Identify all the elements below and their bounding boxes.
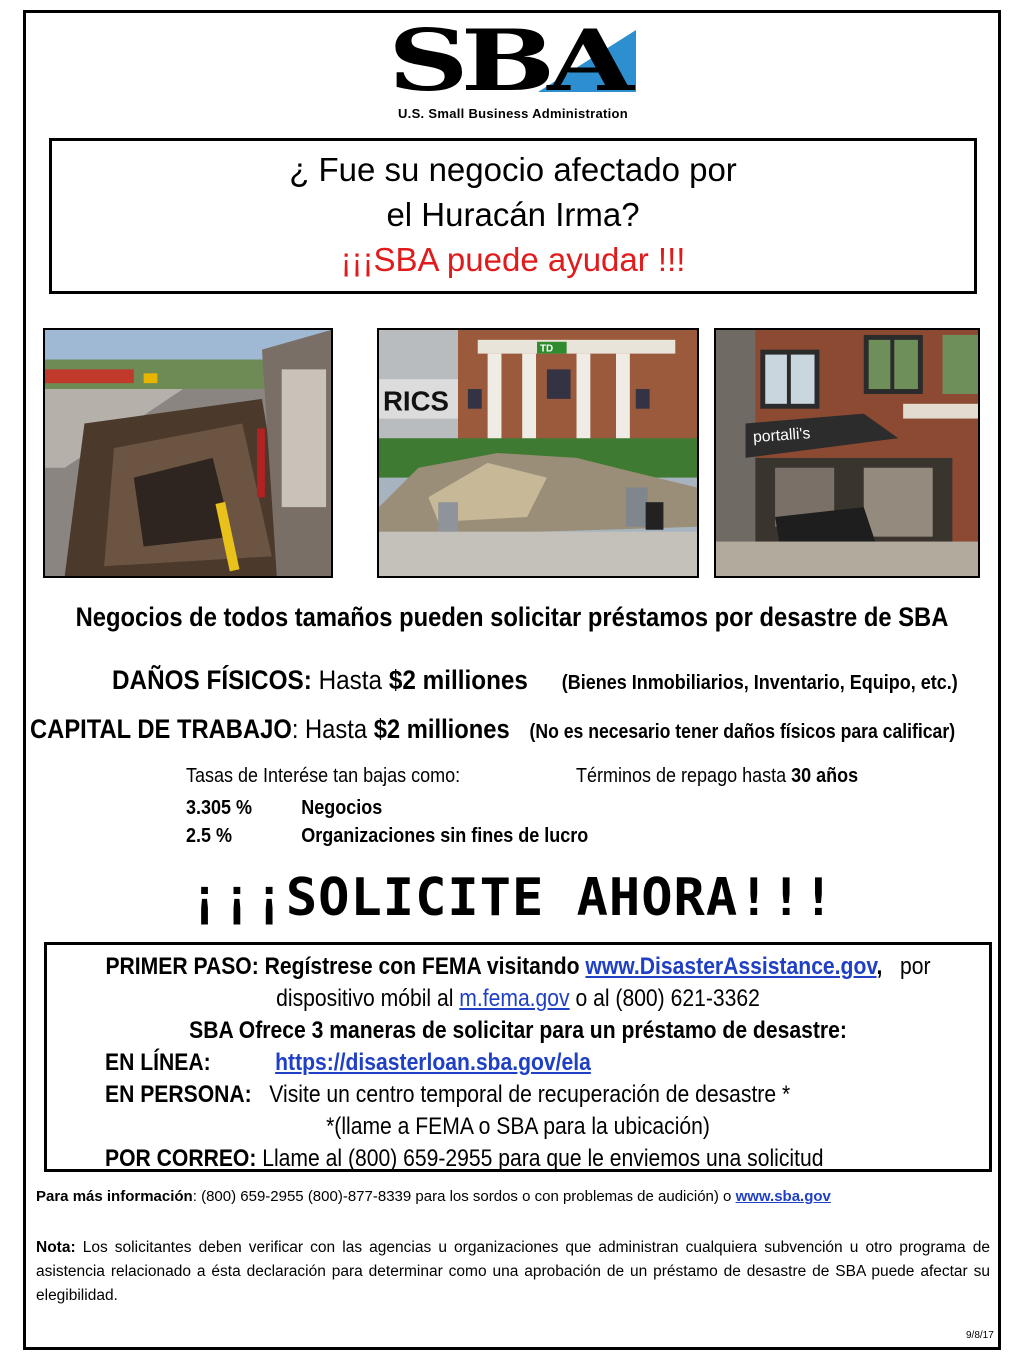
photo-storefront-sign: portalli's	[752, 425, 811, 447]
step-one-comma: ,	[876, 953, 883, 980]
sba-logo-subtitle: U.S. Small Business Administration	[397, 106, 629, 121]
note-text: Los solicitantes deben verificar con las agencias u organizaciones que administran cualquiera subvención u otro programa de asistencia relacionado a ésta declaración para determinar como una aprobación de un préstamo de desastre de SBA puede afectar su elegibilidad.	[36, 1239, 990, 1304]
rate-row-business	[186, 797, 382, 820]
in-person-note: *(llame a FEMA o SBA para la ubicación)	[326, 1113, 710, 1140]
physical-damage-note: (Bienes Inmobiliarios, Inventario, Equipo, etc.)	[561, 672, 958, 694]
disaster-assistance-link[interactable]: www.DisasterAssistance.gov	[585, 953, 877, 980]
photo-bank-logo: TD	[539, 343, 554, 355]
note-label: Nota:	[36, 1239, 76, 1256]
sba-logo-mark	[388, 22, 638, 102]
physical-damage-line	[112, 665, 958, 696]
mobile-prefix: dispositivo móbil al	[276, 985, 454, 1012]
interest-rates-label: Tasas de Interése tan bajas como:	[186, 765, 461, 787]
more-info-label: Para más información	[36, 1188, 193, 1205]
photo-store-sign: RICS	[382, 385, 450, 417]
rate-percent: 3.305 %	[186, 797, 253, 819]
lead-statement: Negocios de todos tamaños pueden solicitar préstamos por desastre de SBA	[75, 602, 949, 632]
mail-text: Llame al (800) 659-2955 para que le enviemos una solicitud	[262, 1145, 824, 1172]
mail-line	[105, 1145, 823, 1173]
in-person-line	[105, 1081, 790, 1109]
repayment-terms-value: 30 años	[791, 765, 859, 787]
headline-box	[49, 138, 977, 294]
photo-road-damage	[43, 328, 333, 578]
photo-storefront	[714, 328, 980, 578]
apply-now-heading: ¡¡¡SOLICITE AHORA!!!	[188, 868, 836, 928]
note-paragraph	[36, 1236, 990, 1308]
sba-website-link[interactable]: www.sba.gov	[735, 1188, 831, 1205]
photo-debris-bank	[377, 328, 699, 578]
physical-damage-amount: $2 milliones	[388, 665, 528, 695]
online-line	[105, 1049, 591, 1077]
working-capital-label: CAPITAL DE TRABAJO	[30, 714, 292, 744]
ways-heading: SBA Ofrece 3 maneras de solicitar para un préstamo de desastre:	[189, 1017, 847, 1044]
headline-line-1: ¿ Fue su negocio afectado por	[289, 151, 737, 188]
working-capital-amount: $2 milliones	[373, 714, 510, 744]
repayment-terms-label: Términos de repago hasta	[576, 765, 787, 787]
more-info-text: : (800) 659-2955 (800)-877-8339 para los sordos o con problemas de audición) o	[192, 1188, 732, 1205]
working-capital-prefix: : Hasta	[291, 714, 368, 744]
mobile-suffix: o al (800) 621-3362	[575, 985, 760, 1012]
rate-label: Organizaciones sin fines de lucro	[301, 825, 589, 847]
headline-line-3: ¡¡¡SBA puede ayudar !!!	[340, 241, 686, 278]
apply-steps-box	[44, 942, 992, 1172]
in-person-label: EN PERSONA:	[105, 1081, 252, 1108]
mail-label: POR CORREO:	[105, 1145, 257, 1172]
document-date: 9/8/17	[966, 1330, 994, 1341]
in-person-text: Visite un centro temporal de recuperación de desastre *	[269, 1081, 791, 1108]
physical-damage-prefix: Hasta	[318, 665, 383, 695]
step-one-line	[104, 953, 933, 981]
mobile-line	[104, 985, 933, 1013]
rate-percent: 2.5 %	[186, 825, 233, 847]
sba-logo	[388, 22, 638, 124]
step-one-suffix: por	[900, 953, 931, 980]
online-application-link[interactable]: https://disasterloan.sba.gov/ela	[275, 1049, 591, 1076]
more-info-line	[36, 1188, 831, 1205]
rate-label: Negocios	[301, 797, 383, 819]
fema-mobile-link[interactable]: m.fema.gov	[459, 985, 570, 1012]
sba-logo-wordmark: SBA	[388, 22, 637, 102]
headline-line-2: el Huracán Irma?	[386, 196, 640, 233]
working-capital-line	[30, 714, 955, 745]
rate-row-nonprofit	[186, 825, 588, 848]
working-capital-note: (No es necesario tener daños físicos para calificar)	[529, 721, 956, 743]
physical-damage-label: DAÑOS FÍSICOS:	[112, 665, 312, 695]
repayment-terms	[576, 765, 858, 788]
step-one-text: PRIMER PASO: Regístrese con FEMA visitando	[105, 953, 580, 980]
online-label: EN LÍNEA:	[105, 1049, 211, 1076]
